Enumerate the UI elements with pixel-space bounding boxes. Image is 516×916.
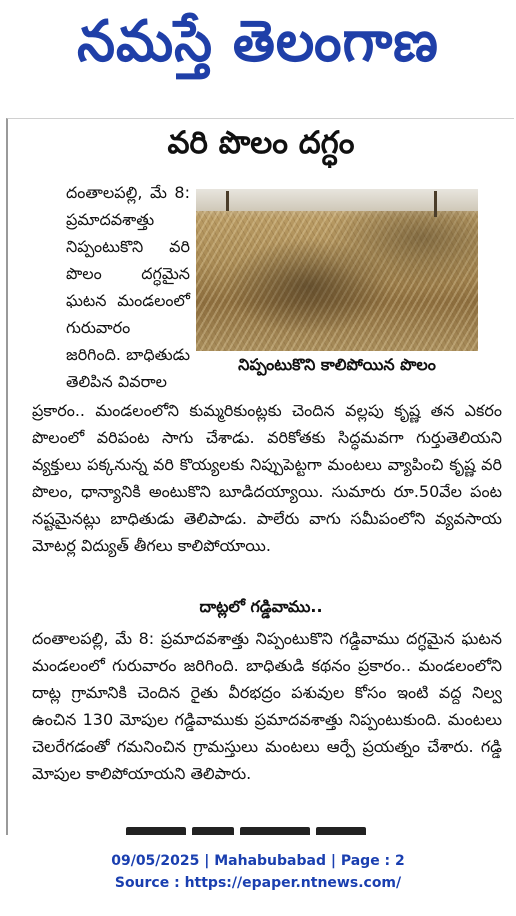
article-paragraph-2: దంతాలపల్లి, మే 8: ప్రమాదవశాత్తు నిప్పంటుకొని గడ్డివాము దగ్ధమైన ఘటన మండలంలో గురువారం జరిగింది. బాధితుడి కథనం ప్రకారం.. మండలంలోని దాట్ల గ్రామానికి చెందిన రైతు వీరభద్రం పశువుల కోసం ఇంటి వద్ద నిల్వ ఉంచిన 130 మోపుల గడ్డివాముకు ప్రమాదవశాత్తు నిప్పంటుకుంది. మంటలు చెలరేగడంతో గమనించిన గ్రామస్తులు మంటలు ఆర్పే ప్రయత్నం చేశారు. గడ్డి మోపుల కాలిపోయాయని తెలిపారు. — [32, 629, 502, 783]
newspaper-masthead — [0, 0, 516, 96]
article-subheading: దాట్లలో గడ్డివాము.. — [199, 597, 323, 616]
footer-source: Source : https://epaper.ntnews.com/ — [114, 875, 402, 891]
article-paragraph-1-wrapped: దంతాలపల్లి, మే 8: ప్రమాదవశాత్తు నిప్పంటుకొని వరి పొలం దగ్ధమైన ఘటన మండలంలో గురువారం జరిగింది. బాధితుడు తెలిపిన వివరాల — [66, 183, 190, 391]
burnt-field-photo — [196, 189, 478, 351]
photo-tree — [226, 191, 229, 211]
photo-tree — [434, 191, 437, 217]
cut-off-next-headline — [126, 827, 376, 835]
article-paragraph-1-continued: ప్రకారం.. మండలంలోని కుమ్మరికుంట్లకు చెందిన వల్లపు కృష్ణ తన ఎకరం పొలంలో వరిపంట సాగు చేశాడు. వరికోతకు సిద్ధమవగా గుర్తుతెలియని వ్యక్తులు పక్కనున్న వరి కొయ్యలకు నిప్పుపెట్టగా మంటలు వ్యాపించి కృష్ణ వరి పొలం, ధాన్యానికి అంటుకొని బూడిదయ్యాయి. సుమారు రూ.50వేల పంట నష్టమైనట్లు బాధితుడు తెలిపాడు. పాలేరు వాగు సమీపంలోని వ్యవసాయ మోటర్ల విద్యుత్ తీగలు కాలిపోయాయి. — [32, 401, 502, 555]
photo-caption: నిప్పంటుకొని కాలిపోయిన పొలం — [238, 355, 436, 374]
page-footer — [0, 850, 516, 894]
article-clipping — [6, 118, 514, 835]
article-photo-block — [196, 189, 478, 383]
masthead-title: నమస్తే తెలంగాణ — [77, 7, 439, 74]
article-headline: వరి పొలం దగ్ధం — [167, 125, 355, 161]
footer-date-edition-page: 09/05/2025 | Mahabubabad | Page : 2 — [111, 853, 405, 869]
